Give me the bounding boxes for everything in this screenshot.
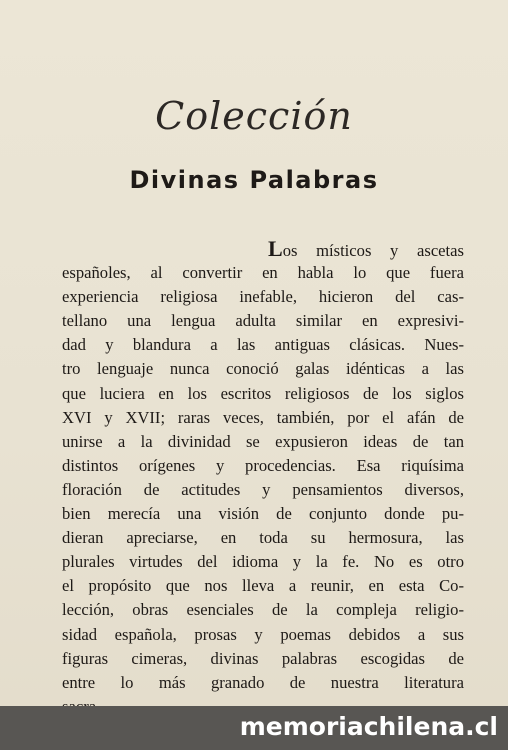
footer-bar <box>0 706 508 750</box>
text-line-7: que luciera en los escritos religiosos de los siglos <box>62 383 464 403</box>
text-line-1 <box>62 237 464 261</box>
text-line-10: distintos orígenes y procedencias. Esa riquísima <box>62 455 464 475</box>
text-line-16: lección, obras esenciales de la compleja religio- <box>62 600 464 620</box>
text-line-2: españoles, al convertir en habla lo que fuera <box>62 263 464 283</box>
text-line-12: bien merecía una visión de conjunto donde pu- <box>62 504 464 524</box>
text-line-8: XVI y XVII; raras veces, también, por el afán de <box>62 407 464 427</box>
text-line-4: tellano una lengua adulta similar en expresivi- <box>62 311 464 331</box>
collection-heading: Colección <box>155 94 353 138</box>
text-line-11: floración de actitudes y pensamientos diversos, <box>62 479 464 499</box>
text-line-1-rest: os místicos y ascetas <box>282 241 464 260</box>
text-line-3: experiencia religiosa inefable, hicieron del cas- <box>62 287 464 307</box>
text-line-13: dieran apreciarse, en toda su hermosura, las <box>62 528 464 548</box>
collection-title: Divinas Palabras <box>129 166 379 194</box>
text-line-18: figuras cimeras, divinas palabras escogidas de <box>62 648 464 668</box>
text-line-5: dad y blandura a las antiguas clásicas. Nues- <box>62 335 464 355</box>
text-line-15: el propósito que nos lleva a reunir, en esta Co- <box>62 576 464 596</box>
text-line-9: unirse a la divinidad se expusieron ideas de tan <box>62 431 464 451</box>
text-line-6: tro lenguaje nunca conoció galas idénticas a las <box>62 359 464 379</box>
site-brand-link[interactable]: memoriachilena.cl <box>239 712 498 741</box>
text-line-17: sidad española, prosas y poemas debidos a sus <box>62 624 464 644</box>
text-line-19: entre lo más granado de nuestra literatura <box>62 672 464 692</box>
drop-cap: L <box>268 236 283 261</box>
text-line-14: plurales virtudes del idioma y la fe. No es otro <box>62 552 464 572</box>
body-text <box>62 237 464 719</box>
